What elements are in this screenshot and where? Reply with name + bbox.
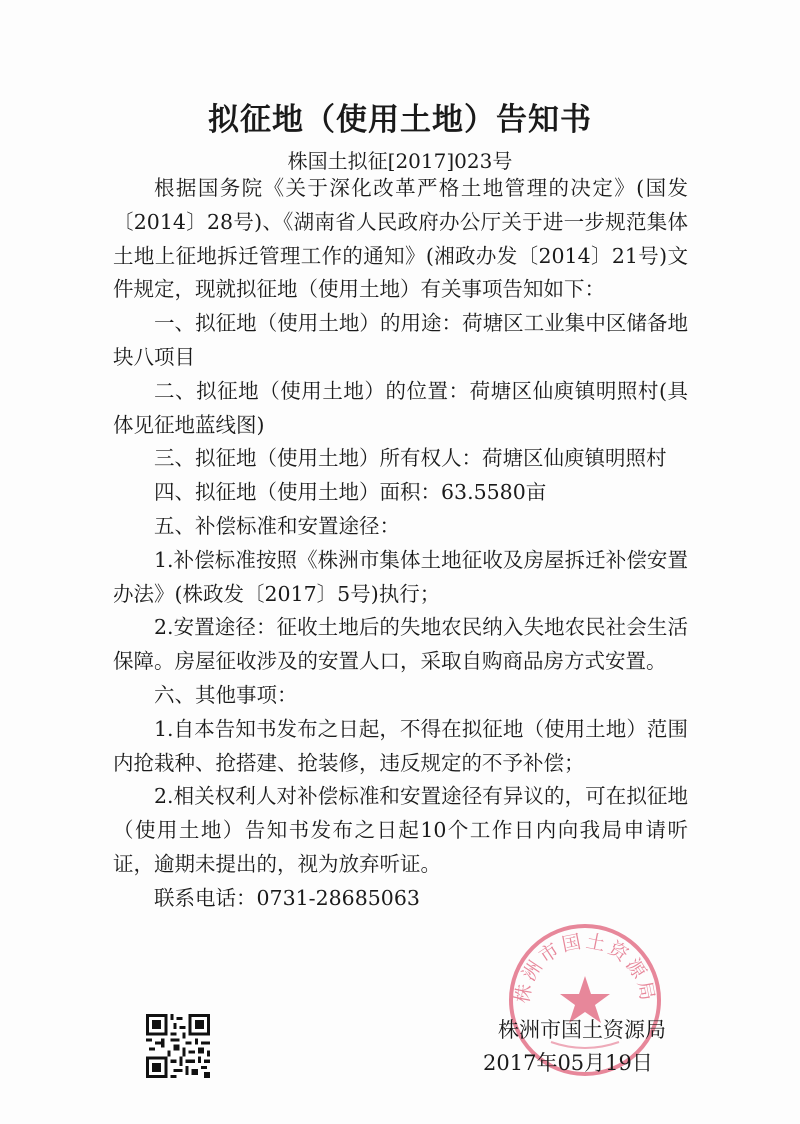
paragraph-purpose: 一、拟征地（使用土地）的用途：荷塘区工业集中区储备地块八项目 (113, 311, 688, 369)
paragraph-owner: 三、拟征地（使用土地）所有权人：荷塘区仙庾镇明照村 (154, 446, 667, 471)
paragraph-location: 二、拟征地（使用土地）的位置：荷塘区仙庾镇明照村(具体见征地蓝线图) (113, 378, 688, 437)
document-body (113, 172, 688, 916)
paragraph-other-1: 1.自本告知书发布之日起，不得在拟征地（使用土地）范围内抢栽种、抢搭建、抢装修，违反规定的不予补偿； (113, 716, 688, 775)
paragraph-other-heading: 六、其他事项： (154, 682, 298, 707)
signing-date: 2017年05月19日 (483, 1051, 653, 1075)
document-title: 拟征地（使用土地）告知书 (208, 102, 592, 138)
svg-text:株洲市国土资源局: 株洲市国土资源局 (511, 930, 659, 1006)
paragraph-compensation-standard: 1.补偿标准按照《株洲市集体土地征收及房屋拆迁补偿安置办法》(株政发〔2017〕5号)执行； (113, 547, 688, 606)
paragraph-compensation-heading: 五、补偿标准和安置途径： (154, 513, 400, 538)
paragraph-other-2: 2.相关权利人对补偿标准和安置途径有异议的，可在拟征地（使用土地）告知书发布之日起10个工作日内向我局申请听证，逾期未提出的，视为放弃听证。 (113, 784, 688, 876)
document-number: 株国土拟征[2017]023号 (287, 149, 513, 173)
contact-phone: 联系电话：0731-28685063 (154, 885, 420, 910)
signing-authority: 株洲市国土资源局 (498, 1018, 666, 1042)
paragraph-resettlement: 2.安置途径：征收土地后的失地农民纳入失地农民社会生活保障。房屋征收涉及的安置人口，采取自购商品房方式安置。 (113, 615, 688, 674)
paragraph-intro: 根据国务院《关于深化改革严格土地管理的决定》(国发〔2014〕28号)、《湖南省人民政府办公厅关于进一步规范集体土地上征地拆迁管理工作的通知》(湘政办发〔2014〕21号)文件规定，现就拟征地（使用土地）有关事项告知如下： (113, 176, 688, 302)
qr-code (146, 1014, 210, 1078)
paragraph-area: 四、拟征地（使用土地）面积：63.5580亩 (154, 480, 547, 505)
